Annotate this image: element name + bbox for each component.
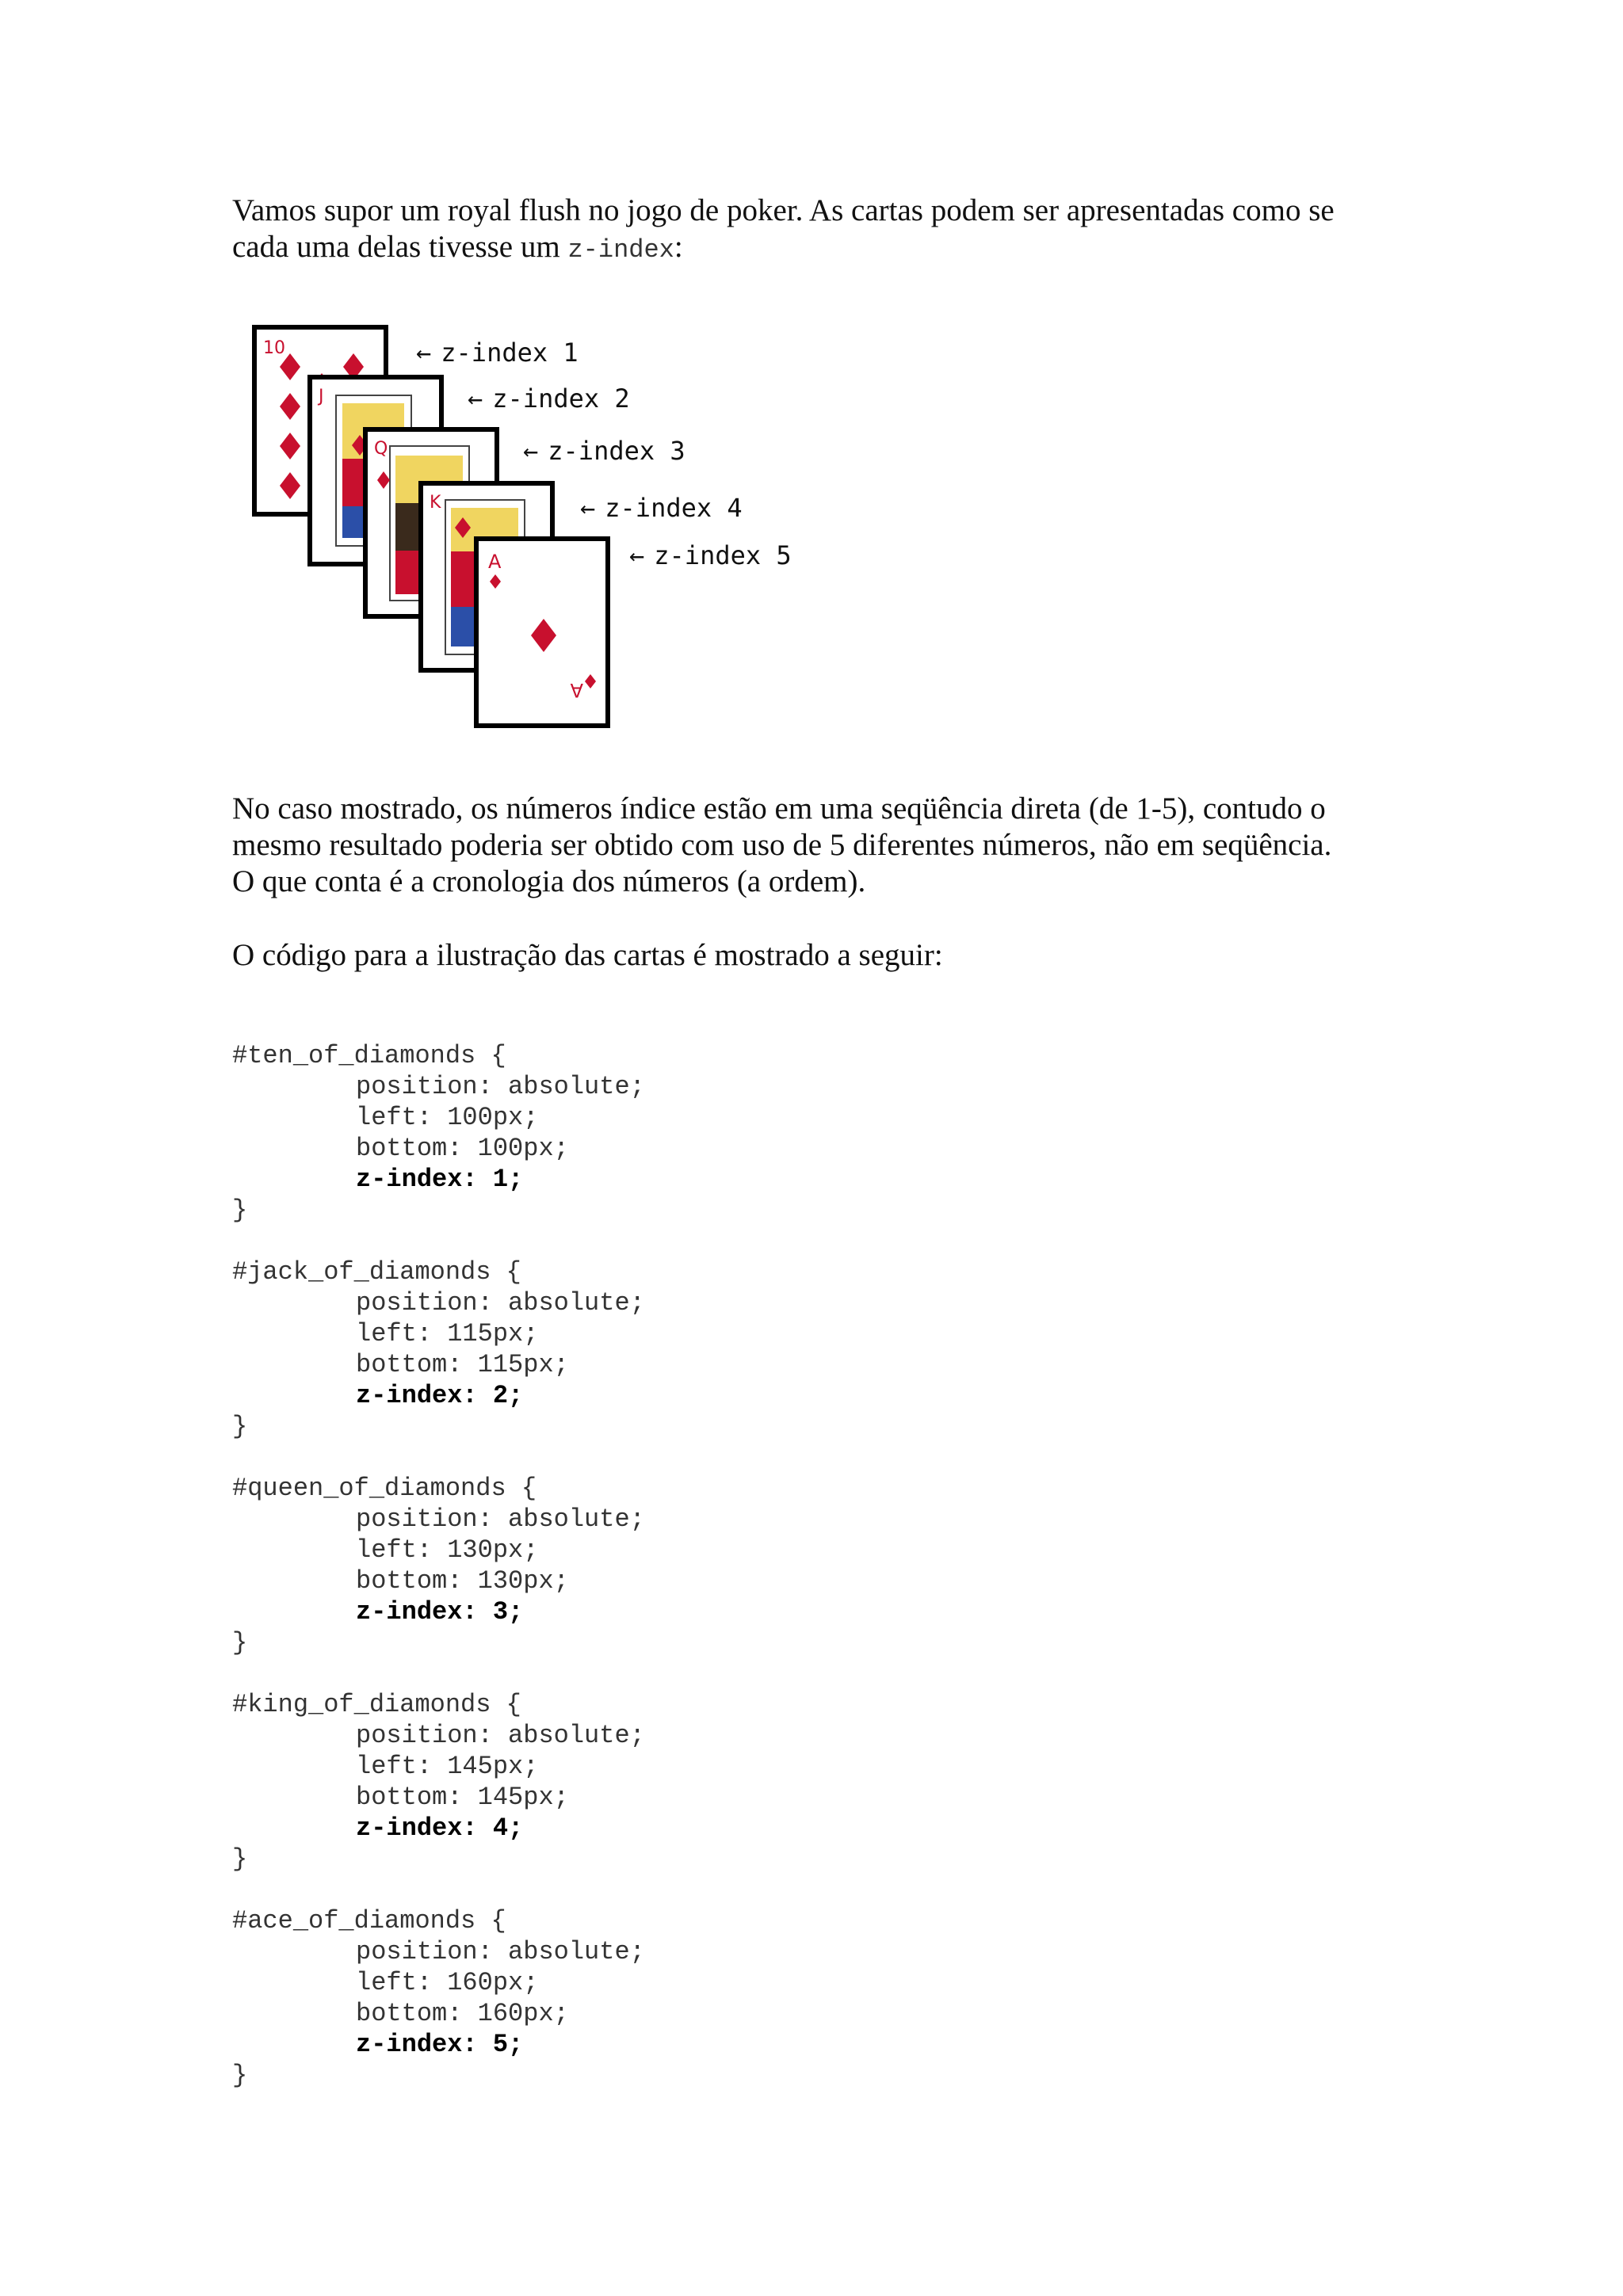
svg-text:K: K: [430, 493, 441, 513]
explanation-line-3: O que conta é a cronologia dos números (a ordem).: [232, 864, 866, 898]
intro-line-2-text: cada uma delas tivesse um: [232, 230, 568, 264]
code-close-brace: }: [232, 1628, 248, 1657]
code-left-line: left: 100px;: [356, 1103, 539, 1132]
cards-illustration: [246, 321, 816, 749]
code-close-brace: }: [232, 1412, 248, 1441]
explanation-line-1: No caso mostrado, os números índice estão em uma seqüência direta (de 1-5), contudo o: [232, 791, 1326, 826]
code-blank-line: [232, 1442, 645, 1473]
code-close-brace: }: [232, 1844, 248, 1874]
code-bottom-line: bottom: 160px;: [356, 1999, 569, 2028]
code-intro-line: O código para a ilustração das cartas é mostrado a seguir:: [232, 938, 943, 972]
label-text: z-index 1: [441, 338, 579, 368]
svg-text:A: A: [488, 551, 502, 573]
explanation-line-2: mesmo resultado poderia ser obtido com uso de 5 diferentes números, não em seqüência.: [232, 828, 1332, 862]
label-z-index-4: [580, 494, 743, 522]
code-zindex-line: [232, 1164, 645, 1195]
svg-text:A: A: [570, 679, 583, 701]
intro-line-1: Vamos supor um royal flush no jogo de poker. As cartas podem ser apresentadas como se: [232, 193, 1335, 227]
code-selector-line: #ace_of_diamonds {: [232, 1906, 506, 1936]
left-arrow-icon: ←: [416, 338, 432, 368]
code-selector-line: #king_of_diamonds {: [232, 1690, 521, 1719]
code-zindex-line: [232, 2029, 645, 2060]
css-code-listing: [232, 1040, 645, 2091]
left-arrow-icon: ←: [468, 383, 483, 414]
inline-code-z-index: z-index: [567, 235, 674, 265]
code-bottom-line: bottom: 115px;: [356, 1350, 569, 1379]
label-z-index-1: [416, 338, 579, 367]
intro-line-2: [232, 229, 1421, 269]
code-zindex-text: z-index: 2;: [356, 1381, 524, 1410]
label-z-index-3: [523, 437, 685, 465]
code-zindex-line: [232, 1380, 645, 1411]
code-position-line: position: absolute;: [356, 1937, 645, 1966]
code-zindex-text: z-index: 4;: [356, 1814, 524, 1843]
left-arrow-icon: ←: [523, 436, 539, 466]
svg-text:10: 10: [263, 338, 285, 358]
label-text: z-index 5: [654, 540, 792, 570]
label-text: z-index 3: [548, 436, 685, 466]
code-left-line: left: 130px;: [356, 1535, 539, 1565]
left-arrow-icon: ←: [629, 540, 645, 570]
code-left-line: left: 145px;: [356, 1752, 539, 1781]
code-selector-line: #queen_of_diamonds {: [232, 1474, 537, 1503]
code-left-line: left: 160px;: [356, 1968, 539, 1997]
code-close-brace: }: [232, 2061, 248, 2090]
code-bottom-line: bottom: 130px;: [356, 1566, 569, 1596]
code-zindex-text: z-index: 3;: [356, 1597, 524, 1627]
code-bottom-line: bottom: 145px;: [356, 1783, 569, 1812]
ace-of-diamonds-face: [479, 541, 605, 723]
code-position-line: position: absolute;: [356, 1505, 645, 1534]
ace-of-diamonds-card: [474, 536, 610, 728]
code-bottom-line: bottom: 100px;: [356, 1134, 569, 1163]
code-position-line: position: absolute;: [356, 1721, 645, 1750]
left-arrow-icon: ←: [580, 493, 596, 523]
intro-paragraph: [232, 193, 1421, 269]
code-zindex-text: z-index: 1;: [356, 1165, 524, 1194]
label-text: z-index 2: [492, 383, 630, 414]
code-left-line: left: 115px;: [356, 1319, 539, 1348]
code-zindex-text: z-index: 5;: [356, 2030, 524, 2059]
code-blank-line: [232, 1226, 645, 1257]
explanation-paragraph: [232, 791, 1421, 900]
svg-text:J: J: [319, 387, 324, 406]
code-blank-line: [232, 1658, 645, 1689]
code-selector-line: #jack_of_diamonds {: [232, 1257, 521, 1287]
code-zindex-line: [232, 1813, 645, 1844]
label-z-index-2: [468, 384, 630, 413]
intro-line-2-colon: :: [674, 230, 683, 264]
code-close-brace: }: [232, 1196, 248, 1225]
code-position-line: position: absolute;: [356, 1072, 645, 1101]
code-blank-line: [232, 1875, 645, 1905]
code-intro-paragraph: [232, 937, 1421, 974]
code-zindex-line: [232, 1596, 645, 1627]
label-z-index-5: [629, 541, 792, 570]
code-position-line: position: absolute;: [356, 1288, 645, 1318]
label-text: z-index 4: [605, 493, 743, 523]
code-selector-line: #ten_of_diamonds {: [232, 1041, 506, 1070]
svg-text:Q: Q: [374, 439, 388, 459]
